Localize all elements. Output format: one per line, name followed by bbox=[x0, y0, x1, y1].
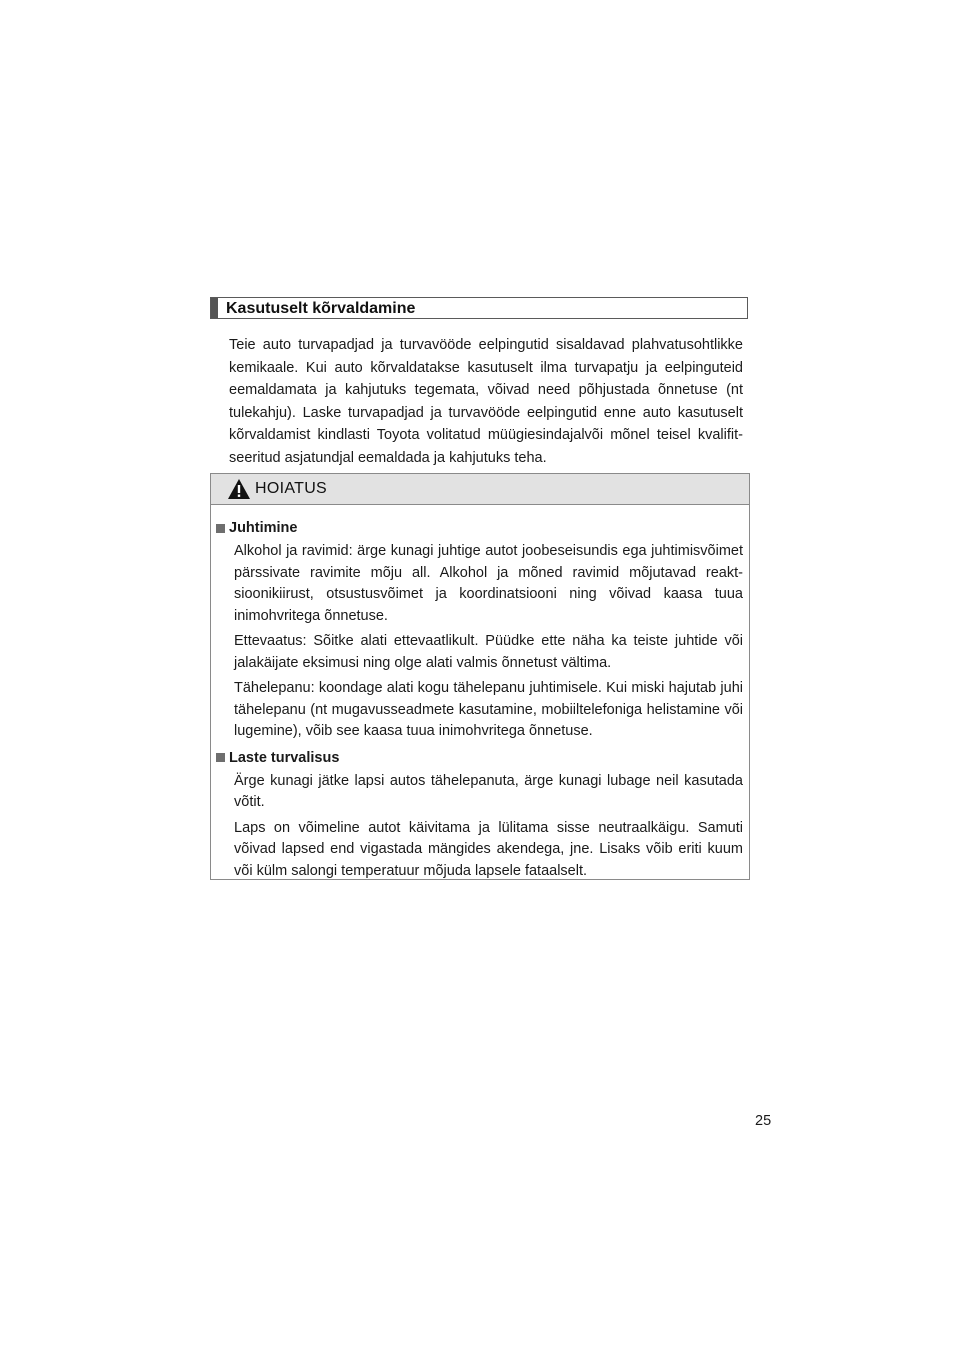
section-title: Kasutuselt kõrvaldamine bbox=[226, 300, 416, 317]
page-number: 25 bbox=[755, 1113, 772, 1129]
warning-paragraph: Ärge kunagi jätke lapsi autos tähelepanuta, ärge kunagi lubage neil kasutada võtit. bbox=[234, 772, 743, 810]
warning-paragraph: Ettevaatus: Sõitke alati ettevaatlikult. Püüdke ette näha ka teiste juhtide või jalakäijate eksimusi ning olge alati valmis õnnetust vältima. bbox=[234, 633, 743, 671]
warning-header bbox=[211, 474, 749, 505]
warning-subheading-text: Laste turvalisus bbox=[229, 749, 340, 766]
square-bullet-icon bbox=[216, 753, 225, 762]
square-bullet-icon bbox=[216, 524, 225, 533]
warning-triangle-icon bbox=[227, 478, 251, 500]
warning-paragraph: Tähelepanu: koondage alati kogu tähelepanu juhtimisele. Kui miski hajutab juhi tähelepanu (nt mugavusseadmete kasutamine, mobiiltelefoniga helistamine või lugemine), võib see kaasa tuua inimohvritega õnnetuse. bbox=[234, 680, 743, 739]
section-header-bar bbox=[211, 298, 218, 318]
warning-subheading-text: Juhtimine bbox=[229, 520, 298, 536]
warning-title: HOIATUS bbox=[255, 480, 328, 497]
section-header bbox=[210, 297, 748, 319]
warning-subheading bbox=[216, 517, 743, 539]
warning-box bbox=[210, 473, 750, 880]
warning-paragraph: Alkohol ja ravimid: ärge kunagi juhtige autot joobeseisundis ega juhtimisvõimet pärssivate ravimite mõju all. Alkohol ja mõned ravimid mõjutavad reaktsioonikiirust, otsustusvõimet ja koordinatsiooni ning võivad kaasa tuua inimohvritega õnnetuse. bbox=[234, 543, 743, 624]
warning-paragraph: Laps on võimeline autot käivitama ja lülitama sisse neutraalkäigu. Samuti võivad lapsed end vigastada mängides akendega, jne. Lisaks võib eriti kuum või külm salongi temperatuur mõjuda lapsele fataalselt. bbox=[234, 819, 743, 879]
warning-subheading bbox=[216, 747, 743, 769]
intro-paragraph: Teie auto turvapadjad ja turvavööde eelpingutid sisaldavad plahvatusohtlikke kemikaale. Kui auto kõrvaldatakse kasutuselt ilma turvapatju ja eelpinguteid eemaldamata ja kahjutuks tegemata, võivad need põhjustada õnnetuse (nt tulekahju). Laske turvapadjad ja turvavööde eelpingutid enne auto kasutuselt kõrvaldamist kindlasti Toyota volitatud müügiesindajalvõi mõnel teisel kvalifitseeritud asjatundjal eemaldada ja kahjutuks teha. bbox=[229, 337, 743, 466]
warning-body bbox=[211, 505, 749, 882]
